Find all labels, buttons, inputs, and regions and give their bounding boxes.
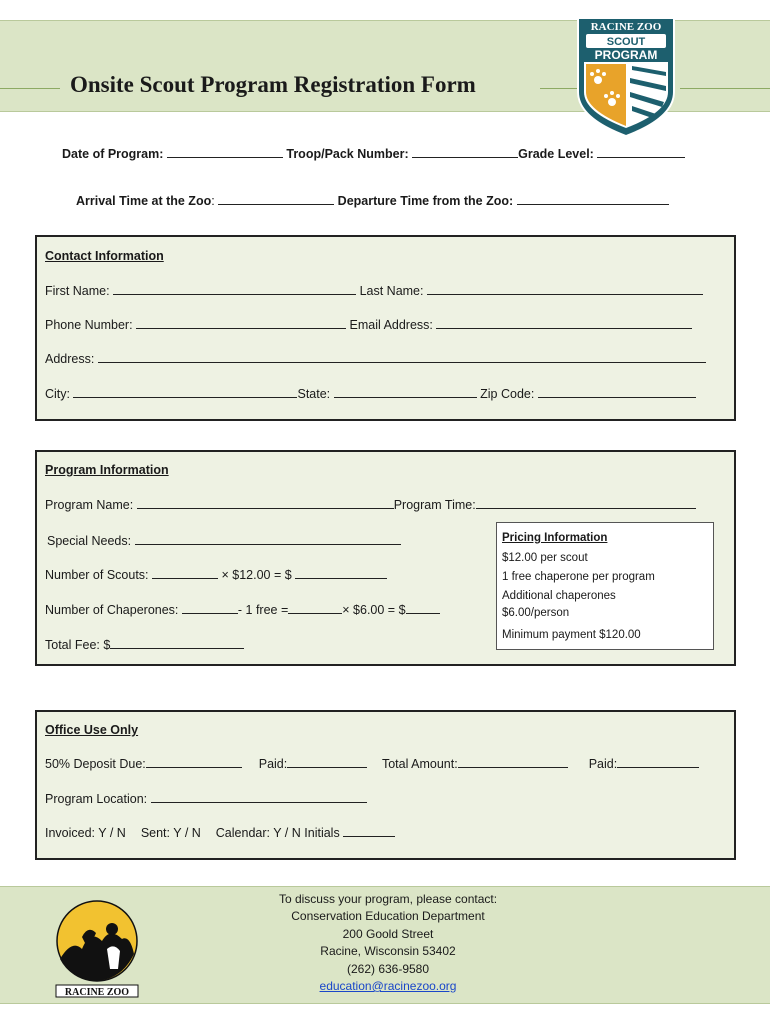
program-info-box [35, 450, 736, 666]
header-rule-right [680, 88, 770, 89]
deposit-row [45, 757, 699, 771]
first-name-line[interactable] [113, 284, 356, 295]
contact-block [230, 891, 546, 995]
program-name-label: Program Name: [45, 498, 134, 512]
scouts-count-line[interactable] [152, 568, 218, 579]
program-time-label: Program Time: [393, 498, 476, 512]
location-row [45, 792, 367, 806]
arrival-label: Arrival Time at the Zoo [76, 194, 212, 208]
top-fields-row1 [62, 146, 685, 161]
pricing-info-box [496, 522, 714, 650]
total-fee-row [45, 638, 244, 652]
total-amount-label: Total Amount: [381, 757, 458, 771]
paid2-label: Paid: [588, 757, 618, 771]
footer-line: (262) 636-9580 [346, 961, 430, 976]
email-label: Email Address: [349, 318, 433, 332]
pricing-line: Minimum payment $120.00 [502, 628, 641, 641]
chaperones-net-line[interactable] [288, 603, 342, 614]
office-use-box [35, 710, 736, 860]
footer-line: Racine, Wisconsin 53402 [320, 944, 456, 959]
name-row [45, 284, 703, 298]
badge-line1: SCOUT [606, 36, 646, 48]
initials-line[interactable] [343, 826, 395, 837]
calendar-label: Calendar: Y / N [215, 826, 301, 840]
scouts-row [45, 568, 387, 582]
scouts-total-line[interactable] [295, 568, 387, 579]
page-title: Onsite Scout Program Registration Form [70, 72, 476, 97]
logo-text: RACINE ZOO [64, 987, 130, 998]
pricing-line: $12.00 per scout [502, 551, 588, 564]
chaperones-total-line[interactable] [406, 603, 440, 614]
paid1-line[interactable] [287, 757, 367, 768]
phone-row [45, 318, 692, 332]
footer-line: To discuss your program, please contact: [278, 892, 498, 906]
total-amount-line[interactable] [458, 757, 568, 768]
departure-label: Departure Time from the Zoo: [337, 194, 514, 208]
program-name-row [45, 498, 696, 512]
footer-line: Conservation Education Department [291, 909, 485, 924]
departure-input-line[interactable] [517, 193, 669, 205]
pricing-line: $6.00/person [502, 606, 570, 619]
special-needs-row [47, 534, 401, 548]
initials-label: Initials [304, 826, 340, 840]
state-label: State: [297, 387, 331, 401]
office-heading: Office Use Only [45, 723, 139, 737]
scouts-label: Number of Scouts: [45, 568, 149, 582]
chaperones-row [45, 603, 440, 617]
troop-input-line[interactable] [412, 146, 518, 158]
program-time-line[interactable] [476, 498, 696, 509]
date-input-line[interactable] [167, 146, 283, 158]
date-label: Date of Program: [62, 147, 164, 161]
city-line[interactable] [73, 387, 297, 398]
scouts-calc: × $12.00 = $ [221, 568, 292, 582]
location-line[interactable] [151, 792, 367, 803]
sent-label: Sent: Y / N [140, 826, 201, 840]
grade-label: Grade Level: [518, 147, 594, 161]
header-rule-left [0, 88, 60, 89]
last-name-line[interactable] [427, 284, 703, 295]
badge-line2: PROGRAM [594, 48, 658, 62]
city-row [45, 387, 696, 401]
contact-info-box [35, 235, 736, 421]
deposit-label: 50% Deposit Due: [45, 757, 146, 771]
program-name-line[interactable] [137, 498, 394, 509]
address-line[interactable] [98, 352, 706, 363]
zip-line[interactable] [538, 387, 696, 398]
top-fields-row2 [76, 193, 669, 208]
status-row [45, 826, 395, 840]
racine-zoo-logo [52, 899, 142, 999]
last-name-label: Last Name: [359, 284, 424, 298]
footer-band [0, 886, 770, 1004]
pricing-line: 1 free chaperone per program [502, 571, 655, 583]
phone-label: Phone Number: [45, 318, 133, 332]
deposit-line[interactable] [146, 757, 242, 768]
contact-email-link[interactable]: education@racinezoo.org [319, 979, 457, 994]
scout-program-badge [572, 14, 680, 138]
chaperones-calc: × $6.00 = $ [342, 603, 406, 617]
city-label: City: [45, 387, 70, 401]
pricing-title: Pricing Information [502, 532, 608, 544]
program-heading: Program Information [45, 463, 169, 477]
invoiced-label: Invoiced: Y / N [45, 826, 126, 840]
special-needs-line[interactable] [135, 534, 401, 545]
email-line[interactable] [436, 318, 692, 329]
first-name-label: First Name: [45, 284, 110, 298]
total-fee-line[interactable] [110, 638, 244, 649]
badge-top-text: RACINE ZOO [590, 21, 662, 33]
chaperones-count-line[interactable] [182, 603, 238, 614]
total-fee-label: Total Fee: $ [45, 638, 111, 652]
paid2-line[interactable] [617, 757, 699, 768]
grade-input-line[interactable] [597, 146, 685, 158]
location-label: Program Location: [45, 792, 148, 806]
contact-heading: Contact Information [45, 249, 164, 263]
arrival-colon: : [211, 194, 215, 208]
paid1-label: Paid: [258, 757, 288, 771]
arrival-input-line[interactable] [218, 193, 334, 205]
address-row [45, 352, 706, 366]
footer-line: 200 Goold Street [342, 926, 434, 941]
zip-label: Zip Code: [480, 387, 535, 401]
address-label: Address: [45, 352, 95, 366]
state-line[interactable] [334, 387, 477, 398]
chaperones-free: - 1 free = [237, 603, 289, 617]
phone-line[interactable] [136, 318, 346, 329]
special-needs-label: Special Needs: [47, 534, 132, 548]
chaperones-label: Number of Chaperones: [45, 603, 179, 617]
troop-label: Troop/Pack Number: [286, 147, 409, 161]
pricing-line: Additional chaperones [502, 589, 616, 602]
